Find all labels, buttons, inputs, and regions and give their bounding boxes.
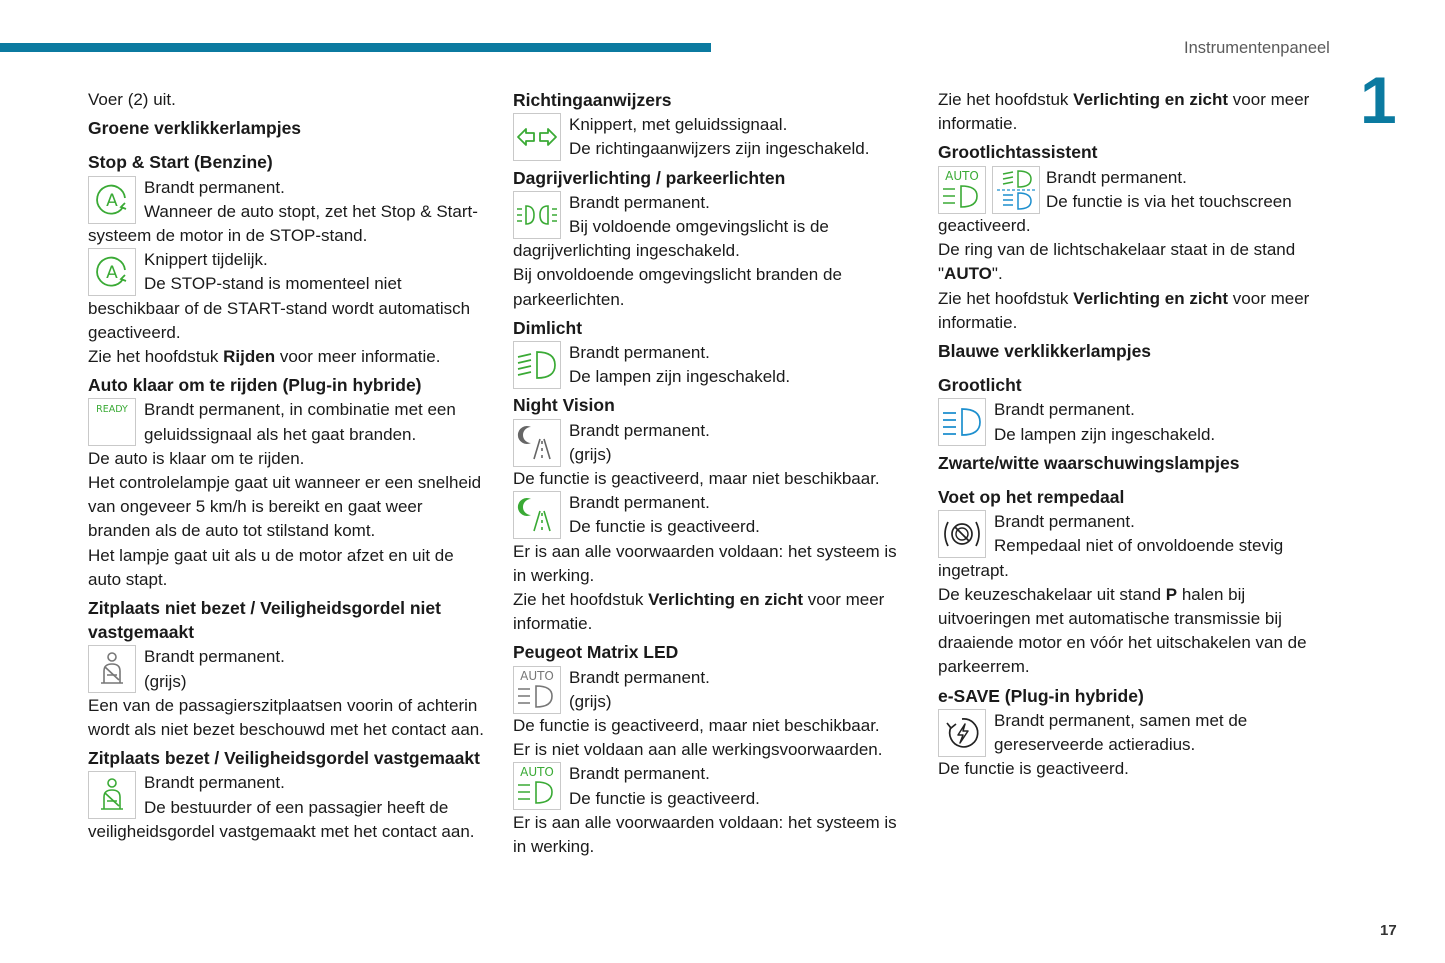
ref-chapter: Verlichting en zicht bbox=[1073, 288, 1229, 308]
seat-belted-icon bbox=[88, 771, 136, 819]
brake-heading: Voet op het rempedaal bbox=[938, 487, 1125, 508]
seat-unbelted-icon bbox=[88, 645, 136, 693]
brake-entry bbox=[938, 510, 1323, 583]
hba-beam-switch-icon bbox=[992, 166, 1040, 214]
green-indicators-heading: Groene verklikkerlampjes bbox=[88, 118, 302, 139]
matrix-green-text-1: Brandt permanent. bbox=[569, 764, 710, 784]
stop-start-text-2a: Knippert tijdelijk. bbox=[144, 250, 268, 270]
matrix-green-text-3: Er is aan alle voorwaarden voldaan: het systeem is in werking. bbox=[513, 812, 897, 857]
gear-p-label: P bbox=[1165, 584, 1178, 604]
dipped-entry bbox=[513, 341, 908, 389]
ref-text: Zie het hoofdstuk bbox=[88, 347, 224, 367]
ready-text-3: Het controlelampje gaat uit wanneer er een snelheid van ongeveer 5 km/h is bereikt en gaat weer branden als de auto tot stilstand komt. bbox=[88, 473, 482, 541]
column-3 bbox=[938, 88, 1323, 781]
drl-text-1: Brandt permanent. bbox=[569, 192, 710, 212]
esave-text-1: Brandt permanent, samen met de gereserveerde actieradius. bbox=[994, 710, 1248, 755]
turn-signal-icon bbox=[513, 113, 561, 161]
seat-belted-text-1: Brandt permanent. bbox=[144, 773, 285, 793]
hba-reference bbox=[938, 287, 1323, 335]
drl-text-3: Bij onvoldoende omgevingslicht branden de parkeerlichten. bbox=[513, 265, 842, 309]
seat-unbelted-text-3: Een van de passagierszitplaatsen voorin of achterin wordt als niet bezet beschouwd met het contact aan. bbox=[88, 695, 484, 740]
drl-text-2: Bij voldoende omgevingslicht is de dagrijverlichting ingeschakeld. bbox=[513, 217, 829, 261]
night-vision-heading: Night Vision bbox=[513, 395, 615, 416]
main-beam-entry bbox=[938, 398, 1323, 446]
brake-text-3-pre: De keuzeschakelaar uit stand bbox=[938, 584, 1166, 604]
matrix-grey-text-4: Er is niet voldaan aan alle werkingsvoorwaarden. bbox=[513, 740, 883, 760]
svg-text:READY: READY bbox=[96, 404, 128, 416]
indicators-heading: Richtingaanwijzers bbox=[513, 90, 672, 110]
hba-text-3-pre: De ring van de lichtschakelaar staat in de stand " bbox=[938, 240, 1296, 284]
ready-entry bbox=[88, 398, 488, 446]
blue-indicators-heading: Blauwe verklikkerlampjes bbox=[938, 341, 1152, 362]
svg-text:AUTO: AUTO bbox=[520, 668, 554, 683]
svg-text:AUTO: AUTO bbox=[945, 168, 979, 183]
stop-start-text-1a: Brandt permanent. bbox=[144, 177, 285, 197]
chapter-number: 1 bbox=[1360, 63, 1397, 137]
esave-heading: e-SAVE (Plug-in hybride) bbox=[938, 685, 1144, 706]
seat-unbelted-entry bbox=[88, 645, 488, 693]
page-number: 17 bbox=[1380, 922, 1397, 939]
stop-start-blink-icon bbox=[88, 248, 136, 296]
svg-text:AUTO: AUTO bbox=[520, 765, 554, 780]
ready-text-2: De auto is klaar om te rijden. bbox=[88, 448, 305, 468]
indicators-text-2: De richtingaanwijzers zijn ingeschakeld. bbox=[569, 139, 870, 159]
seat-belted-text-2: De bestuurder of een passagier heeft de veiligheidsgordel vastgemaakt met het contact aan. bbox=[88, 797, 475, 841]
matrix-grey-icon bbox=[513, 666, 561, 714]
brake-pedal-icon bbox=[938, 510, 986, 558]
hba-text-1: Brandt permanent. bbox=[1046, 167, 1187, 187]
hba-auto-icon bbox=[938, 166, 986, 214]
matrix-entry-grey bbox=[513, 666, 908, 714]
esave-entry bbox=[938, 709, 1323, 757]
stop-start-text-1b: Wanneer de auto stopt, zet het Stop & Start-systeem de motor in de STOP-stand. bbox=[88, 201, 478, 246]
brake-text-1: Brandt permanent. bbox=[994, 512, 1135, 532]
main-beam-icon bbox=[938, 398, 986, 446]
stop-start-text-2b: De STOP-stand is momenteel niet beschikbaar of de START-stand wordt automatisch geactiveerd. bbox=[88, 274, 471, 342]
night-vision-grey-text-3: De functie is geactiveerd, maar niet beschikbaar. bbox=[513, 469, 880, 489]
ref-text: Zie het hoofdstuk bbox=[938, 288, 1074, 308]
night-vision-entry-grey bbox=[513, 419, 908, 467]
esave-text-2: De functie is geactiveerd. bbox=[938, 759, 1129, 779]
night-vision-grey-text-2: (grijs) bbox=[569, 444, 612, 464]
drl-heading: Dagrijverlichting / parkeerlichten bbox=[513, 167, 786, 188]
ready-heading: Auto klaar om te rijden (Plug-in hybride) bbox=[88, 375, 422, 396]
stop-start-entry-1 bbox=[88, 176, 488, 249]
drl-entry bbox=[513, 191, 908, 264]
night-vision-grey-text-1: Brandt permanent. bbox=[569, 420, 710, 440]
seat-unbelted-heading: Zitplaats niet bezet / Veiligheidsgordel niet vastgemaakt bbox=[88, 598, 441, 643]
column-2 bbox=[513, 88, 908, 859]
matrix-heading: Peugeot Matrix LED bbox=[513, 642, 679, 663]
bw-indicators-heading: Zwarte/witte waarschuwingslampjes bbox=[938, 452, 1240, 473]
parking-light-icon bbox=[513, 191, 561, 239]
ref-text: voor meer informatie. bbox=[938, 288, 1310, 332]
matrix-green-icon bbox=[513, 762, 561, 810]
hba-auto-label: AUTO bbox=[944, 264, 992, 284]
seat-belted-heading: Zitplaats bezet / Veiligheidsgordel vastgemaakt bbox=[88, 748, 480, 769]
column-1 bbox=[88, 88, 488, 844]
hba-text-2: De functie is via het touchscreen geactiveerd. bbox=[938, 191, 1292, 236]
ref-text: voor meer informatie. bbox=[938, 90, 1310, 134]
brake-text-2: Rempedaal niet of onvoldoende stevig ingetrapt. bbox=[938, 536, 1284, 580]
ready-text-4: Het lampje gaat uit als u de motor afzet en uit de auto stapt. bbox=[88, 545, 454, 589]
night-vision-green-text-2: De functie is geactiveerd. bbox=[569, 517, 760, 537]
dipped-text-1: Brandt permanent. bbox=[569, 343, 710, 363]
stop-start-entry-2 bbox=[88, 248, 488, 345]
hba-text-3-post: ". bbox=[991, 264, 1003, 284]
ref-text: Zie het hoofdstuk bbox=[513, 590, 649, 610]
main-beam-text-1: Brandt permanent. bbox=[994, 400, 1135, 420]
main-beam-text-2: De lampen zijn ingeschakeld. bbox=[994, 424, 1216, 444]
hba-entry bbox=[938, 166, 1323, 239]
esave-icon bbox=[938, 709, 986, 757]
hba-text-3 bbox=[938, 238, 1323, 286]
svg-text:A: A bbox=[106, 190, 118, 211]
brake-text-3-post: halen bij uitvoeringen met automatische transmissie bij draaiende motor en vóór het uitschakelen van de parkeerrem. bbox=[938, 584, 1307, 677]
matrix-entry-green bbox=[513, 762, 908, 810]
col3-intro bbox=[938, 88, 1323, 136]
header-accent-bar bbox=[0, 43, 711, 52]
matrix-grey-text-1: Brandt permanent. bbox=[569, 667, 710, 687]
header-title: Instrumentenpaneel bbox=[1184, 39, 1330, 57]
svg-text:A: A bbox=[106, 263, 118, 284]
ready-icon bbox=[88, 398, 136, 446]
matrix-green-text-2: De functie is geactiveerd. bbox=[569, 788, 760, 808]
night-vision-grey-icon bbox=[513, 419, 561, 467]
dipped-text-2: De lampen zijn ingeschakeld. bbox=[569, 367, 791, 387]
matrix-grey-text-2: (grijs) bbox=[569, 691, 612, 711]
night-vision-reference bbox=[513, 588, 908, 636]
ref-chapter: Verlichting en zicht bbox=[648, 590, 804, 610]
matrix-grey-text-3: De functie is geactiveerd, maar niet beschikbaar. bbox=[513, 716, 880, 736]
night-vision-green-icon bbox=[513, 491, 561, 539]
intro-text: Voer (2) uit. bbox=[88, 90, 176, 109]
seat-unbelted-text-1: Brandt permanent. bbox=[144, 647, 285, 667]
indicators-entry bbox=[513, 113, 908, 161]
indicators-text-1: Knippert, met geluidssignaal. bbox=[569, 115, 788, 135]
ref-chapter: Verlichting en zicht bbox=[1073, 90, 1229, 109]
ref-chapter: Rijden bbox=[223, 347, 276, 367]
stop-start-reference bbox=[88, 345, 488, 369]
dipped-heading: Dimlicht bbox=[513, 317, 583, 338]
ready-text-1: Brandt permanent, in combinatie met een geluidssignaal als het gaat branden. bbox=[144, 400, 456, 444]
ref-text: Zie het hoofdstuk bbox=[938, 90, 1074, 109]
seat-unbelted-text-2: (grijs) bbox=[144, 671, 187, 691]
stop-start-heading: Stop & Start (Benzine) bbox=[88, 152, 273, 173]
stop-start-icon bbox=[88, 176, 136, 224]
main-beam-heading: Grootlicht bbox=[938, 375, 1022, 396]
night-vision-green-text-1: Brandt permanent. bbox=[569, 493, 710, 513]
ref-text: voor meer informatie. bbox=[275, 347, 441, 367]
dipped-beam-icon bbox=[513, 341, 561, 389]
seat-belted-entry bbox=[88, 771, 488, 844]
hba-heading: Grootlichtassistent bbox=[938, 142, 1098, 163]
ref-text: voor meer informatie. bbox=[513, 590, 885, 634]
night-vision-entry-green bbox=[513, 491, 908, 539]
night-vision-green-text-3: Er is aan alle voorwaarden voldaan: het systeem is in werking. bbox=[513, 541, 897, 585]
brake-text-3 bbox=[938, 583, 1323, 680]
